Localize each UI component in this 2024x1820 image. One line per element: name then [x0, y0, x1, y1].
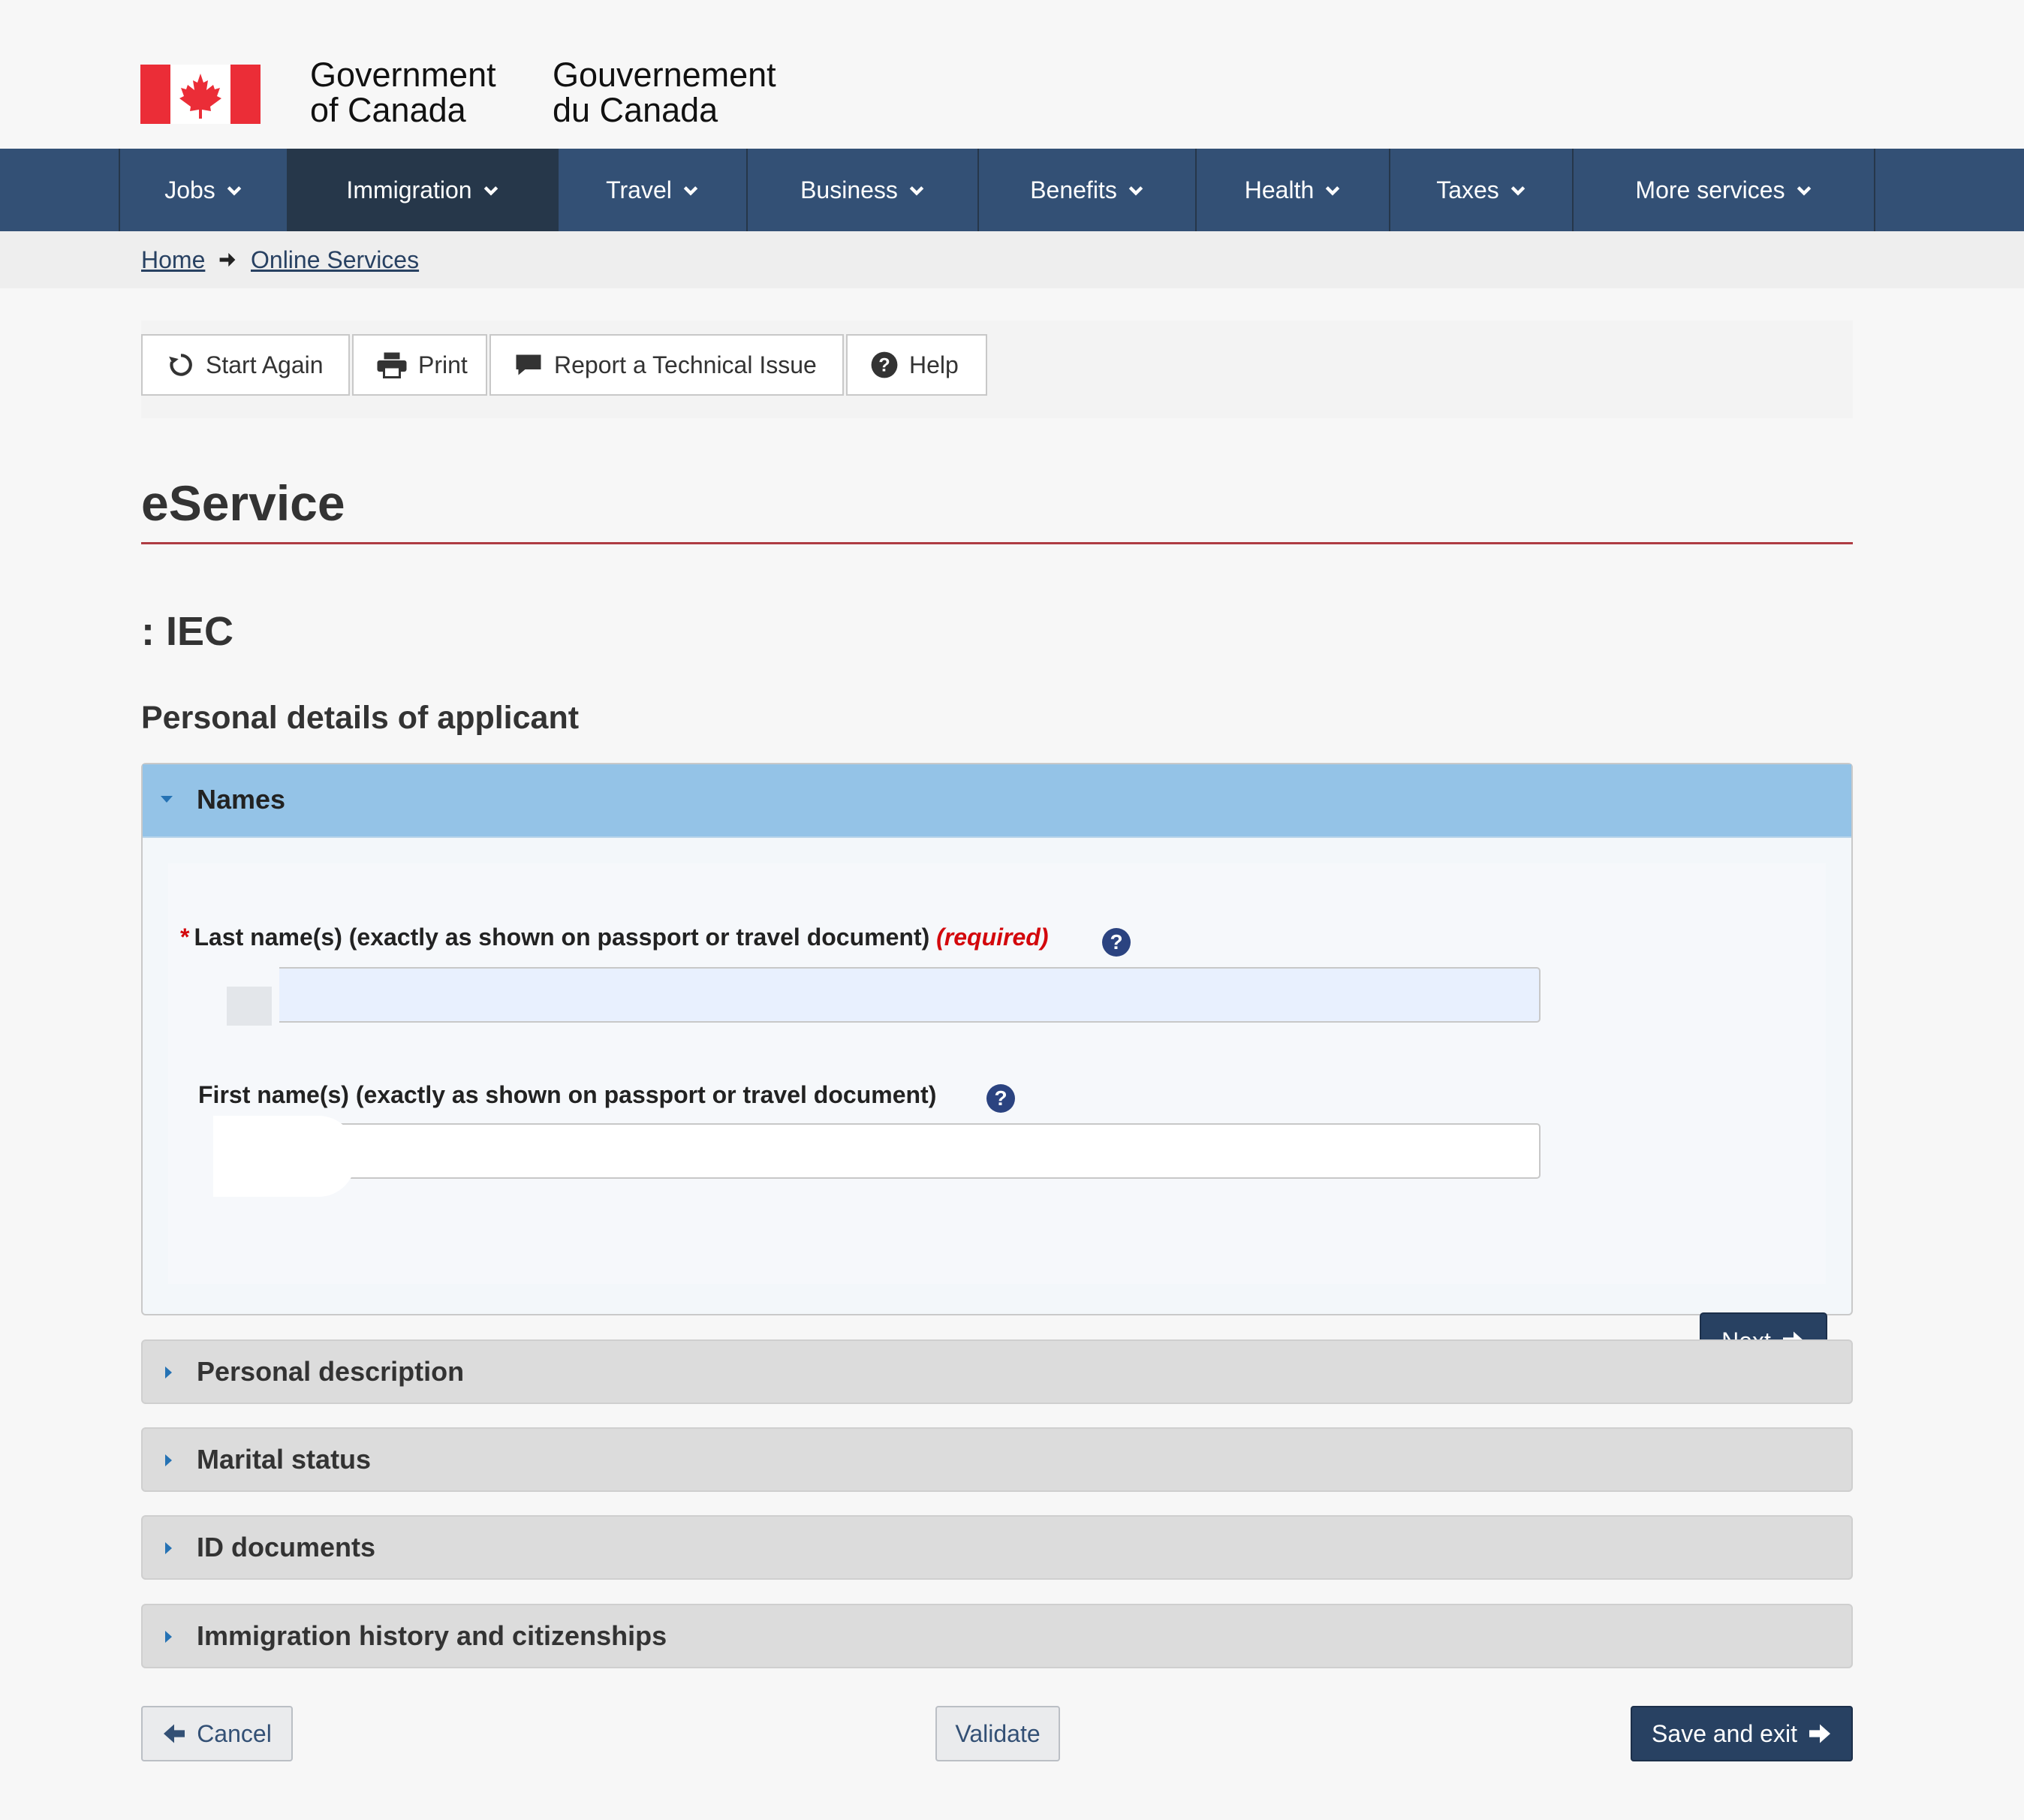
caret-right-icon [165, 1454, 172, 1466]
caret-right-icon [165, 1631, 172, 1643]
menu-item-health[interactable] [1195, 149, 1389, 231]
menu-item-jobs[interactable] [119, 149, 287, 231]
report-technical-issue-button[interactable] [489, 334, 844, 396]
caret-right-icon [165, 1542, 172, 1554]
id-documents-panel[interactable] [141, 1515, 1853, 1580]
menu-item-immigration[interactable] [287, 149, 557, 231]
chevron-down-icon [908, 182, 925, 198]
breadcrumb-online-services-link[interactable]: Online Services [251, 246, 420, 273]
menu-item-label: Benefits [1030, 176, 1117, 203]
menu-item-benefits[interactable] [977, 149, 1195, 231]
report-label: Report a Technical Issue [554, 351, 817, 378]
names-panel-title: Names [197, 784, 286, 815]
names-panel-header[interactable] [143, 764, 1851, 838]
breadcrumb [0, 231, 2024, 288]
english-line-2: of Canada [310, 91, 466, 129]
caret-right-icon [165, 1367, 172, 1379]
program-title: : IEC [141, 609, 234, 654]
print-label: Print [418, 351, 468, 378]
start-again-button[interactable] [141, 334, 350, 396]
refresh-icon [167, 351, 195, 379]
last-name-label [180, 924, 1048, 951]
panel-title: Personal description [197, 1356, 465, 1387]
names-panel [141, 763, 1853, 1315]
immigration-history-panel[interactable] [141, 1604, 1853, 1668]
page-title: eService [141, 475, 345, 531]
required-marker: * [180, 924, 190, 951]
panel-title: Immigration history and citizenships [197, 1620, 667, 1651]
validate-button[interactable] [935, 1706, 1060, 1761]
title-underline [141, 542, 1853, 544]
menu-item-taxes[interactable] [1389, 149, 1572, 231]
menu-item-business[interactable] [746, 149, 977, 231]
menu-item-more-services[interactable] [1572, 149, 1874, 231]
french-line-1: Gouvernement [553, 56, 776, 94]
government-of-canada-french [553, 57, 776, 128]
canada-flag-icon [140, 65, 261, 124]
first-name-input[interactable] [255, 1123, 1541, 1179]
main-menu [0, 149, 2024, 231]
first-name-help-icon[interactable]: ? [986, 1084, 1015, 1113]
marital-status-panel[interactable] [141, 1427, 1853, 1492]
chevron-down-icon [1510, 182, 1526, 198]
section-title: Personal details of applicant [141, 700, 580, 736]
menu-item-label: Jobs [164, 176, 215, 203]
comment-icon [514, 351, 544, 378]
question-circle-icon [870, 351, 899, 379]
panel-title: Marital status [197, 1444, 372, 1475]
chevron-down-icon [682, 182, 699, 198]
save-and-exit-label: Save and exit [1652, 1719, 1797, 1747]
chevron-down-icon [226, 182, 242, 198]
names-panel-body [168, 863, 1826, 1284]
redacted-area [213, 1116, 356, 1197]
start-again-label: Start Again [206, 351, 324, 378]
chevron-down-icon [1324, 182, 1341, 198]
menu-item-travel[interactable] [557, 149, 746, 231]
arrow-left-icon [162, 1723, 186, 1744]
validate-label: Validate [955, 1719, 1041, 1747]
site-header [0, 0, 2024, 149]
required-text: (required) [936, 924, 1049, 951]
first-name-label: First name(s) (exactly as shown on passport or travel document) [198, 1081, 937, 1108]
personal-description-panel[interactable] [141, 1339, 1853, 1404]
help-button[interactable] [846, 334, 987, 396]
last-name-label-text: Last name(s) (exactly as shown on passport or travel document) [194, 924, 930, 951]
chevron-down-icon [1796, 182, 1812, 198]
action-toolbar [141, 321, 1853, 418]
menu-item-label: Immigration [346, 176, 472, 203]
save-and-exit-button[interactable] [1631, 1706, 1853, 1761]
menu-item-label: Taxes [1436, 176, 1499, 203]
svg-text:?: ? [878, 354, 890, 376]
menu-item-label: Business [800, 176, 898, 203]
menu-divider [1874, 149, 1875, 231]
cancel-button[interactable] [141, 1706, 293, 1761]
chevron-down-icon [1128, 182, 1144, 198]
breadcrumb-home-link[interactable]: Home [141, 246, 206, 273]
government-of-canada-english [310, 57, 496, 128]
chevron-down-icon [483, 182, 499, 198]
help-label: Help [909, 351, 959, 378]
english-line-1: Government [310, 56, 496, 94]
print-button[interactable] [352, 334, 487, 396]
french-line-2: du Canada [553, 91, 718, 129]
last-name-input[interactable] [255, 967, 1541, 1023]
menu-item-label: Health [1244, 176, 1315, 203]
menu-item-label: Travel [606, 176, 672, 203]
cancel-label: Cancel [197, 1719, 272, 1747]
redacted-area [227, 987, 272, 1026]
caret-down-icon [161, 796, 173, 803]
last-name-help-icon[interactable]: ? [1102, 928, 1131, 957]
menu-item-label: More services [1635, 176, 1785, 203]
arrow-right-icon [218, 250, 237, 270]
panel-title: ID documents [197, 1532, 376, 1562]
printer-icon [376, 351, 408, 378]
arrow-right-icon [1808, 1723, 1832, 1744]
